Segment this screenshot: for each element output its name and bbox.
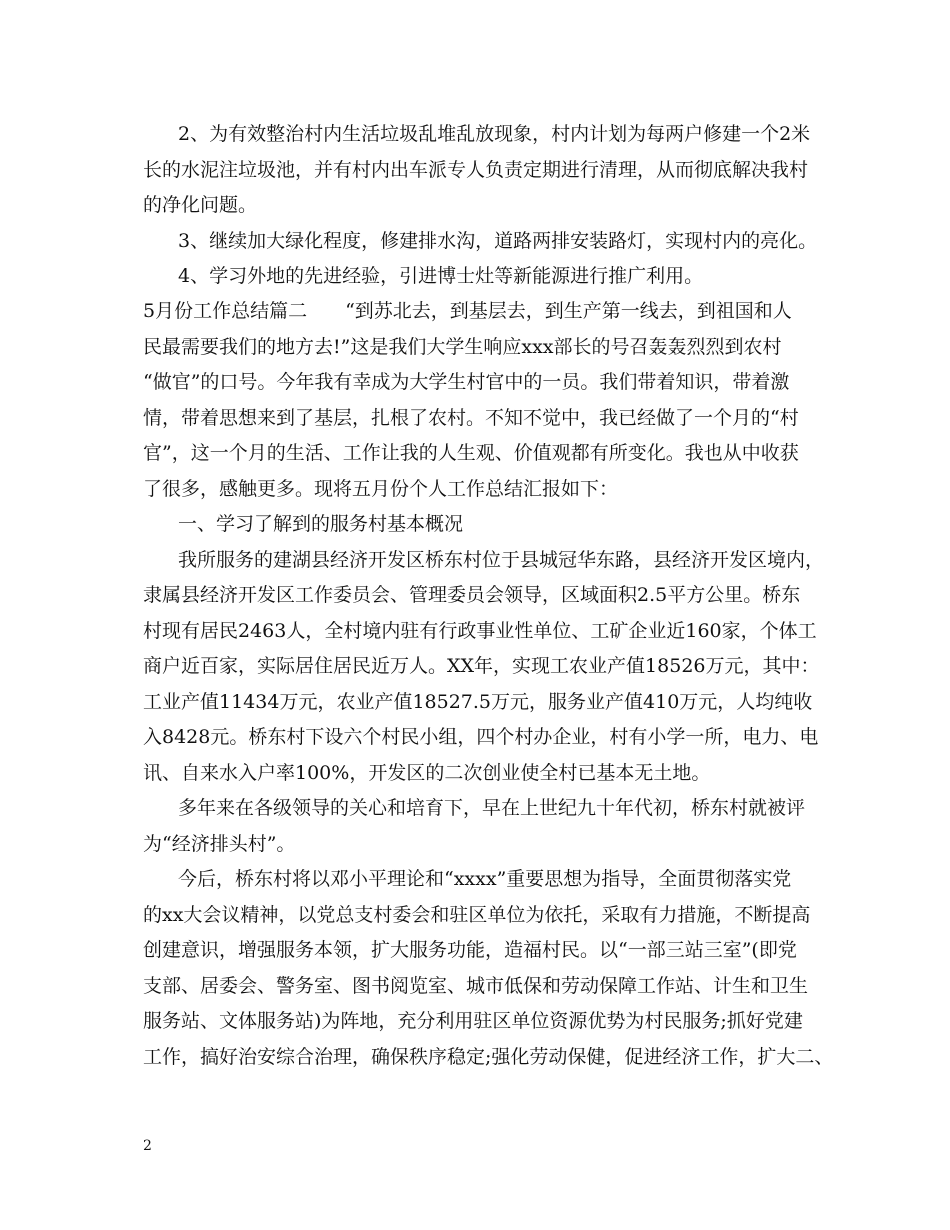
text-line: 了很多，感触更多。现将五月份个人工作总结汇报如下： [143,478,619,500]
text-line: 为“经济排头村”。 [143,833,296,855]
text-line: 3、继续加大绿化程度，修建排水沟，道路两排安装路灯，实现村内的亮化。 [178,230,818,252]
text-line: 多年来在各级领导的关心和培育下，早在上世纪九十年代初，桥东村就被评 [178,797,806,819]
text-line: “做官”的口号。今年我有幸成为大学生村官中的一员。我们带着知识，带着激 [143,371,790,393]
text-line: 一、学习了解到的服务村基本概况 [178,513,464,535]
text-line: 的xx大会议精神，以党总支村委会和驻区单位为依托，采取有力措施，不断提高 [143,904,811,926]
text-line: 创建意识，增强服务本领，扩大服务功能，造福村民。以“一部三站三室”(即党 [143,939,797,961]
text-line: 我所服务的建湖县经济开发区桥东村位于县城冠华东路，县经济开发区境内， [178,549,825,571]
text-line: 支部、居委会、警务室、图书阅览室、城市低保和劳动保障工作站、计生和卫生 [143,975,809,997]
text-line: 讯、自来水入户率100%，开发区的二次创业使全村已基本无土地。 [143,762,711,784]
text-line: 入8428元。桥东村下设六个村民小组，四个村办企业，村有小学一所，电力、电 [143,726,819,748]
text-line: 今后，桥东村将以邓小平理论和“xxxx”重要思想为指导，全面贯彻落实党 [178,868,792,890]
text-line: 4、学习外地的先进经验，引进博士灶等新能源进行推广利用。 [178,265,704,287]
text-line: 长的水泥注垃圾池，并有村内出车派专人负责定期进行清理，从而彻底解决我村 [143,159,809,181]
text-line: 工作，搞好治安综合治理，确保秩序稳定;强化劳动保健，促进经济工作，扩大二、 [143,1046,834,1068]
text-line: 民最需要我们的地方去!”这是我们大学生响应xxx部长的号召轰轰烈烈到农村 [143,336,782,358]
text-line: 的净化问题。 [143,194,258,216]
text-line: 村现有居民2463人，全村境内驻有行政事业性单位、工矿企业近160家，个体工 [143,620,817,642]
text-line: 商户近百家，实际居住居民近万人。XX年，实现工农业产值18526万元，其中： [143,655,820,677]
text-line: 2、为有效整治村内生活垃圾乱堆乱放现象，村内计划为每两户修建一个2米 [178,123,811,145]
text-line: 工业产值11434万元，农业产值18527.5万元，服务业产值410万元，人均纯收 [143,691,813,713]
text-line: 5月份工作总结篇二 “到苏北去，到基层去，到生产第一线去，到祖国和人 [143,300,792,322]
text-line: 官”，这一个月的生活、工作让我的人生观、价值观都有所变化。我也从中收获 [143,442,799,464]
text-line: 隶属县经济开发区工作委员会、管理委员会领导，区域面积2.5平方公里。桥东 [143,584,801,606]
text-line: 情，带着思想来到了基层，扎根了农村。不知不觉中，我已经做了一个月的“村 [143,407,799,429]
page-number: 2 [143,1138,152,1154]
text-line: 服务站、文体服务站)为阵地，充分利用驻区单位资源优势为村民服务;抓好党建 [143,1010,803,1032]
